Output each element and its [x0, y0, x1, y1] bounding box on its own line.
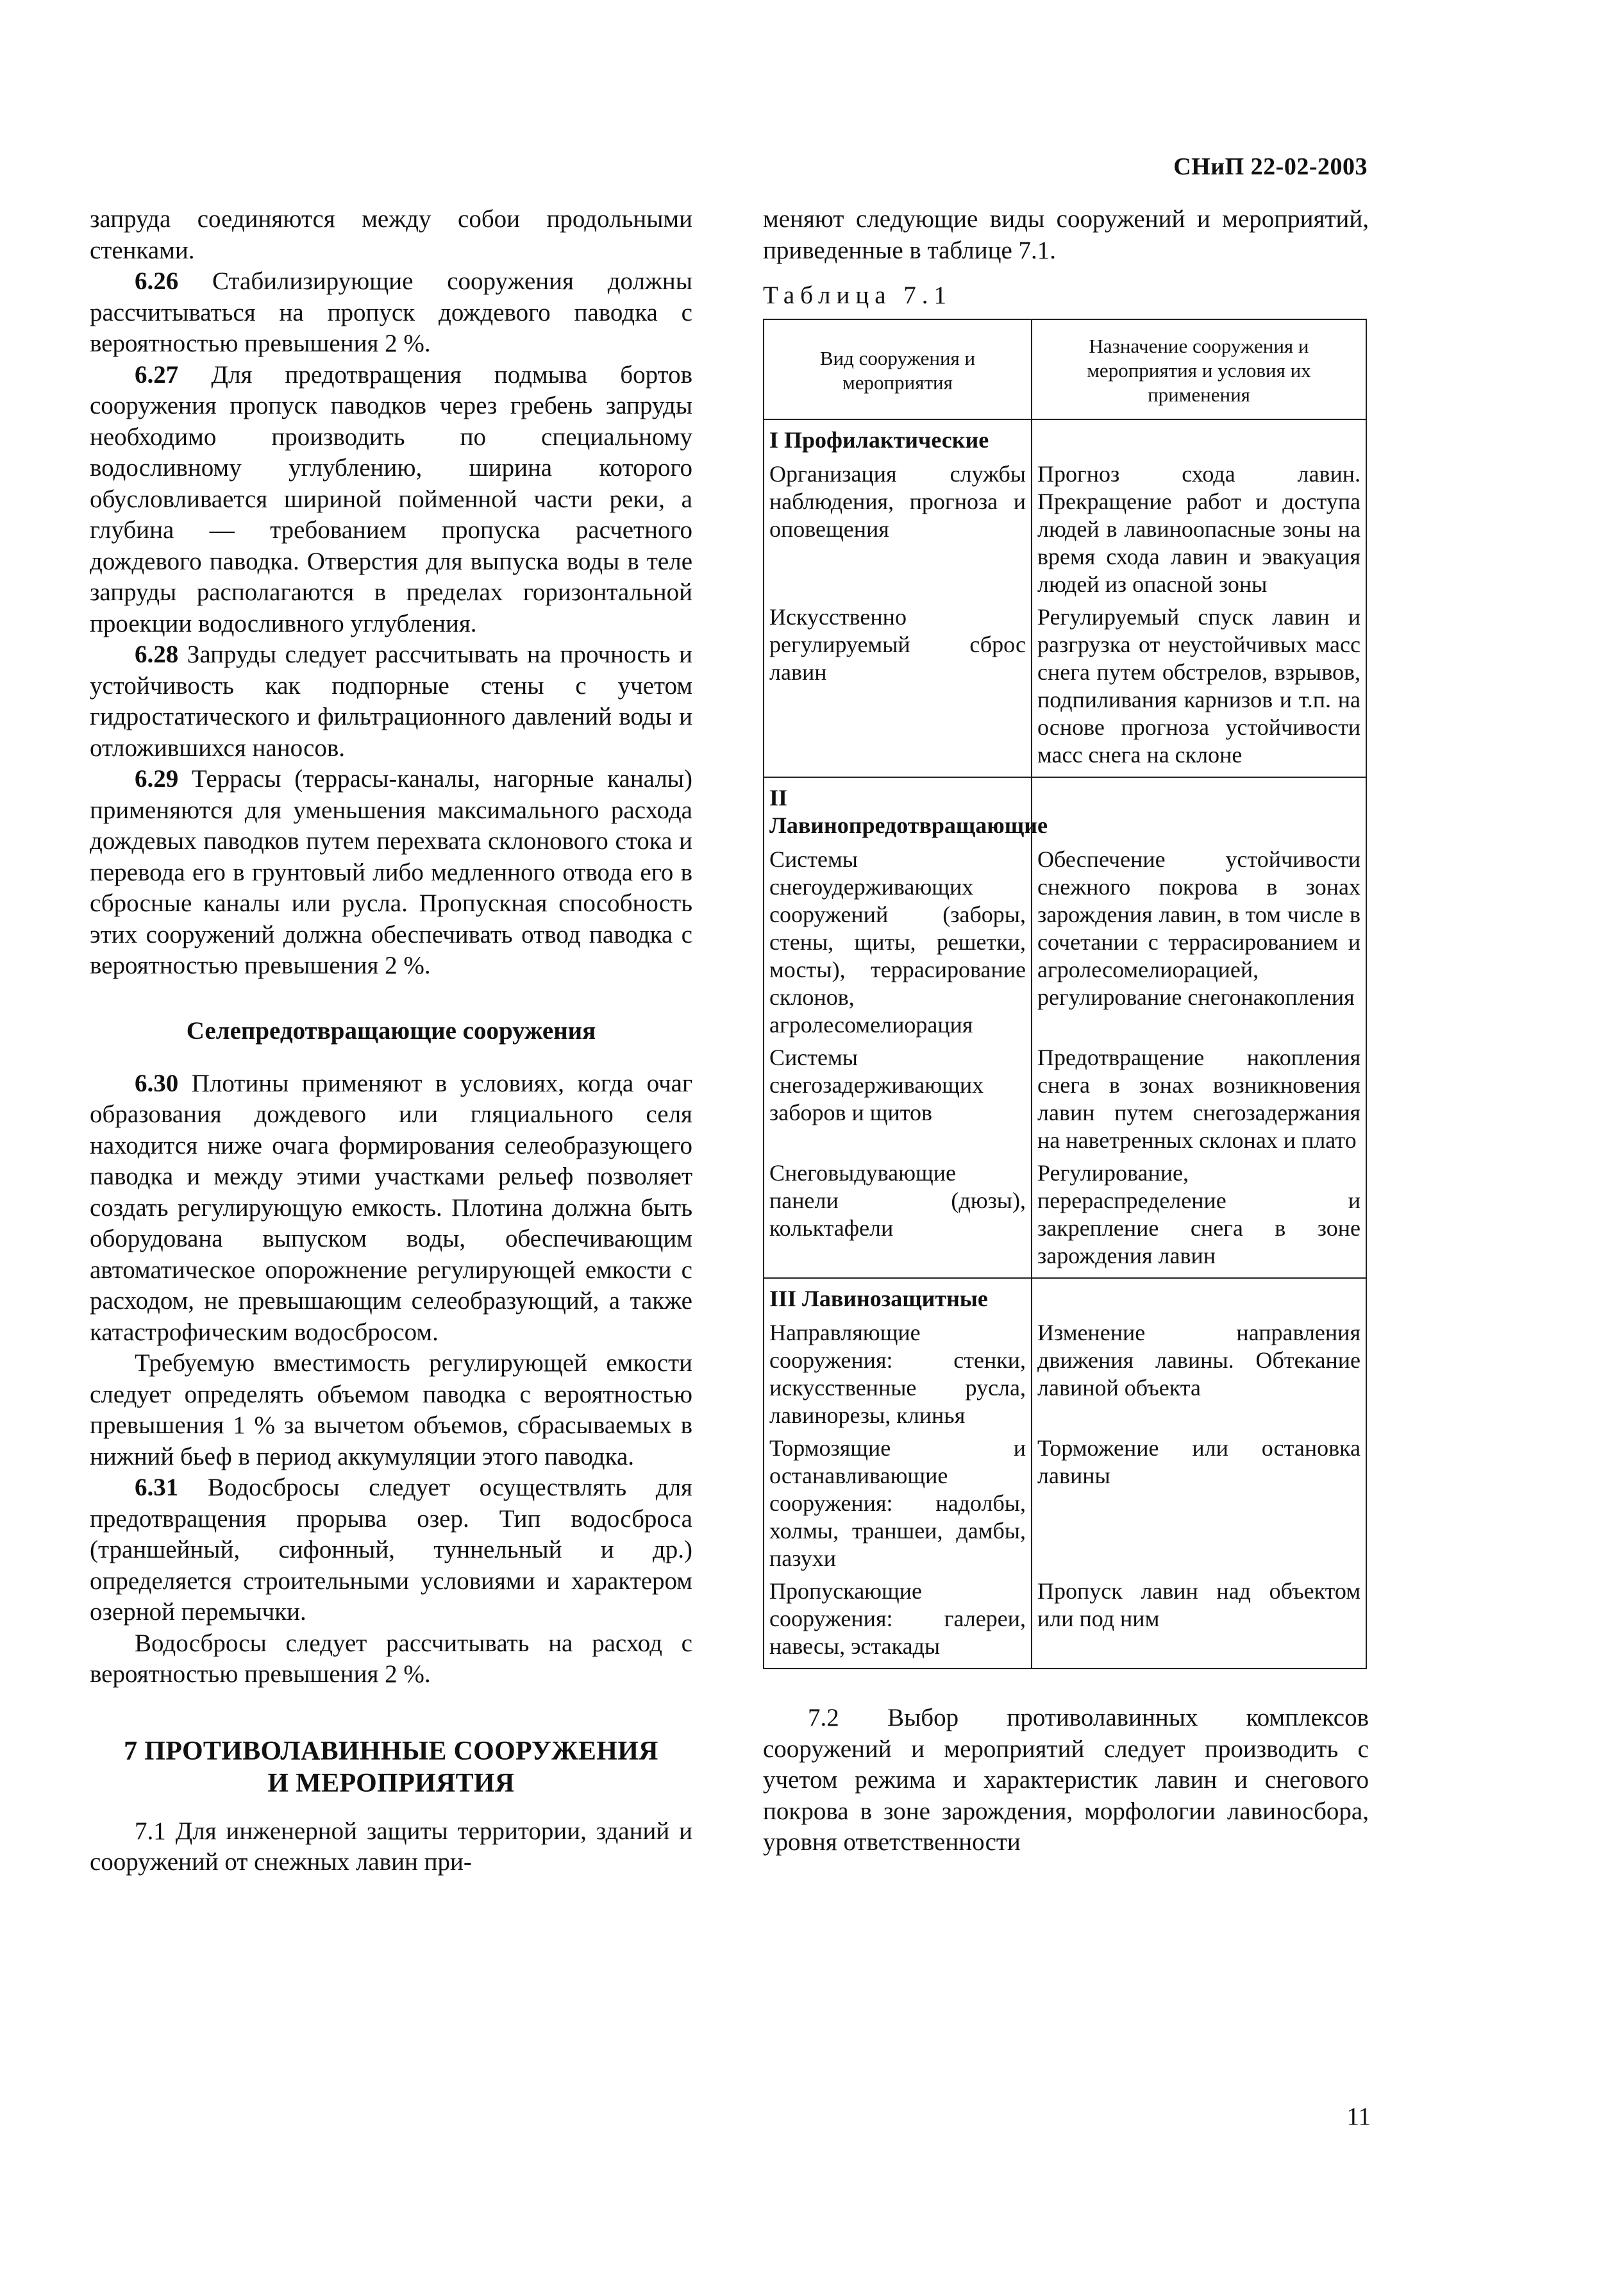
table-cell-purpose: Торможение или остановка лавины — [1032, 1432, 1366, 1575]
table-body — [764, 419, 1366, 1669]
table-cell-kind: Снеговыдувающие панели (дюзы), кольктафели — [764, 1157, 1032, 1278]
table-cell-purpose: Предотвращение накопления снега в зонах возникновения лавин путем снегозадержания на наветренных склонах и плато — [1032, 1041, 1366, 1157]
clause-number: 6.27 — [135, 360, 179, 389]
column-header-kind: Вид сооружения и мероприятия — [764, 319, 1032, 419]
section-title-line: И МЕРОПРИЯТИЯ — [267, 1768, 515, 1798]
clause-number: 7.2 — [808, 1704, 839, 1731]
table-cell-kind: Системы снегозадерживающих заборов и щитов — [764, 1041, 1032, 1157]
table-group-empty-cell — [1032, 419, 1366, 458]
table-cell-purpose: Изменение направления движения лавины. Обтекание лавиной объекта — [1032, 1317, 1366, 1432]
left-column — [90, 204, 692, 1878]
clause-text: Террасы (террасы-каналы, нагорные каналы) применяются для уменьшения максимального расхода дождевых паводков путем перехвата склонового стока и перевода его в грунтовый либо медленного отвода его в сбросные каналы или русла. Пропускная способность этих сооружений должна обеспечивать отвод паводка с вероятностью превышения 2 %. — [90, 765, 692, 979]
clause-text: Водосбросы следует осуществлять для предотвращения прорыва озер. Тип водосброса (траншейный, сифонный, туннельный и др.) определяется строительными условиями и характером озерной перемычки. — [90, 1474, 692, 1626]
table-cell-purpose: Прогноз схода лавин. Прекращение работ и доступа людей в лавиноопасные зоны на время схода лавин и эвакуация людей из опасной зоны — [1032, 458, 1366, 601]
column-header-purpose: Назначение сооружения и мероприятия и условия их применения — [1032, 319, 1366, 419]
table-cell-purpose: Регулируемый спуск лавин и разгрузка от неустойчивых масс снега путем обстрелов, взрывов, подпиливания карнизов и т.п. на основе прогноза устойчивости масс снега на склоне — [1032, 601, 1366, 777]
table-header-row — [764, 319, 1366, 419]
table-cell-kind: Организация службы наблюдения, прогноза и оповещения — [764, 458, 1032, 601]
table-group-row — [764, 777, 1366, 843]
table-row — [764, 1432, 1366, 1575]
table-row — [764, 601, 1366, 777]
clause-number: 6.26 — [135, 267, 179, 295]
paragraph-6-26 — [90, 266, 692, 360]
table-cell-purpose: Обеспечение устойчивости снежного покрова в зонах зарождения лавин, в том числе в сочетании с террасированием и агролесомелиорацией, регулирование снегонакопления — [1032, 843, 1366, 1041]
clause-number: 6.28 — [135, 641, 179, 668]
subheading-mudflow: Селепредотвращающие сооружения — [186, 1016, 596, 1045]
table-row — [764, 1317, 1366, 1432]
table-cell-purpose: Пропуск лавин над объектом или под ним — [1032, 1575, 1366, 1669]
section-heading-7 — [90, 1735, 692, 1799]
table-group-title: I Профилактические — [764, 419, 1032, 458]
table-row — [764, 843, 1366, 1041]
document-code: СНиП 22-02-2003 — [1173, 153, 1368, 180]
table-row — [764, 1157, 1366, 1278]
table-cell-kind: Искусственно регулируемый сброс лавин — [764, 601, 1032, 777]
clause-text: Выбор противолавинных комплексов сооружений и мероприятий следует производить с учетом режима и характеристик лавин и снегового покрова в зоне зарождения, морфологии лавиносбора, уровня ответственности — [763, 1704, 1369, 1856]
table-row — [764, 1575, 1366, 1669]
paragraph-7-1 — [90, 1816, 692, 1878]
paragraph-spillway: Водосбросы следует рассчитывать на расход с вероятностью превышения 2 %. — [90, 1629, 692, 1688]
table-caption: Таблица 7.1 — [763, 282, 953, 309]
clause-number: 6.29 — [135, 765, 179, 793]
avalanche-measures-table — [763, 319, 1367, 1669]
table-group-empty-cell — [1032, 1278, 1366, 1317]
paragraph-6-27 — [90, 360, 692, 640]
paragraph-6-29 — [90, 764, 692, 982]
paragraph-7-2 — [763, 1703, 1369, 1858]
table-cell-purpose: Регулирование, перераспределение и закрепление снега в зоне зарождения лавин — [1032, 1157, 1366, 1278]
clause-text: Для предотвращения подмыва бортов сооружения пропуск паводков через гребень запруды необходимо производить по специальному водосливному углублению, ширина которого обусловливается шириной пойменной части реки, а глубина — требованием пропуска расчетного дождевого паводка. Отверстия для выпуска воды в теле запруды располагаются в пределах горизонтальной проекции водосливного углубления. — [90, 360, 692, 637]
paragraph-capacity: Требуемую вместимость регулирующей емкости следует определять объемом паводка с вероятностью превышения 1 % за вычетом объемов, сбрасываемых в нижний бьеф в период аккумуляции этого паводка. — [90, 1349, 692, 1470]
clause-text: Плотины применяют в условиях, когда очаг образования дождевого или гляциального селя находится ниже очага формирования селеобразующего паводка и между этими участками рельеф позволяет создать регулирующую емкость. Плотина должна быть оборудована выпуском воды, обеспечивающим автоматическое опорожнение регулирующей емкости с расходом, не превышающим селеобразующий, а также катастрофическим водосбросом. — [90, 1069, 692, 1346]
clause-number: 6.31 — [135, 1474, 179, 1501]
clause-text: Запруды следует рассчитывать на прочность и устойчивость как подпорные стены с учетом гидростатического и фильтрационного давлений воды и отложившихся наносов. — [90, 641, 692, 762]
page-number: 11 — [1346, 2103, 1371, 2130]
table-group-title: II Лавинопредотвращающие — [764, 777, 1032, 843]
paragraph-6-31 — [90, 1472, 692, 1628]
clause-number: 6.30 — [135, 1069, 179, 1097]
paragraph-intro: запруда соединяются между собои продольными стенками. — [90, 205, 692, 264]
table-group-empty-cell — [1032, 777, 1366, 843]
table-group-row — [764, 419, 1366, 458]
table-group-row — [764, 1278, 1366, 1317]
paragraph-6-28 — [90, 639, 692, 764]
section-title-line: 7 ПРОТИВОЛАВИННЫЕ СООРУЖЕНИЯ — [124, 1736, 658, 1766]
paragraph-continuation: меняют следующие виды сооружений и мероприятий, приведенные в таблице 7.1. — [763, 205, 1369, 264]
table-cell-kind: Направляющие сооружения: стенки, искусственные русла, лавинорезы, клинья — [764, 1317, 1032, 1432]
clause-text: Для инженерной защиты территории, зданий и сооружений от снежных лавин при- — [90, 1817, 692, 1876]
table-cell-kind: Пропускающие сооружения: галереи, навесы, эстакады — [764, 1575, 1032, 1669]
right-column — [763, 204, 1369, 1858]
table-row — [764, 458, 1366, 601]
clause-text: Стабилизирующие сооружения должны рассчитываться на пропуск дождевого паводка с вероятностью превышения 2 %. — [90, 267, 692, 357]
clause-number: 7.1 — [135, 1817, 166, 1845]
table-cell-kind: Системы снегоудерживающих сооружений (заборы, стены, щиты, решетки, мосты), террасирование склонов, агролесомелиорация — [764, 843, 1032, 1041]
table-group-title: III Лавинозащитные — [764, 1278, 1032, 1317]
paragraph-6-30 — [90, 1068, 692, 1349]
table-cell-kind: Тормозящие и останавливающие сооружения: надолбы, холмы, траншеи, дамбы, пазухи — [764, 1432, 1032, 1575]
table-row — [764, 1041, 1366, 1157]
